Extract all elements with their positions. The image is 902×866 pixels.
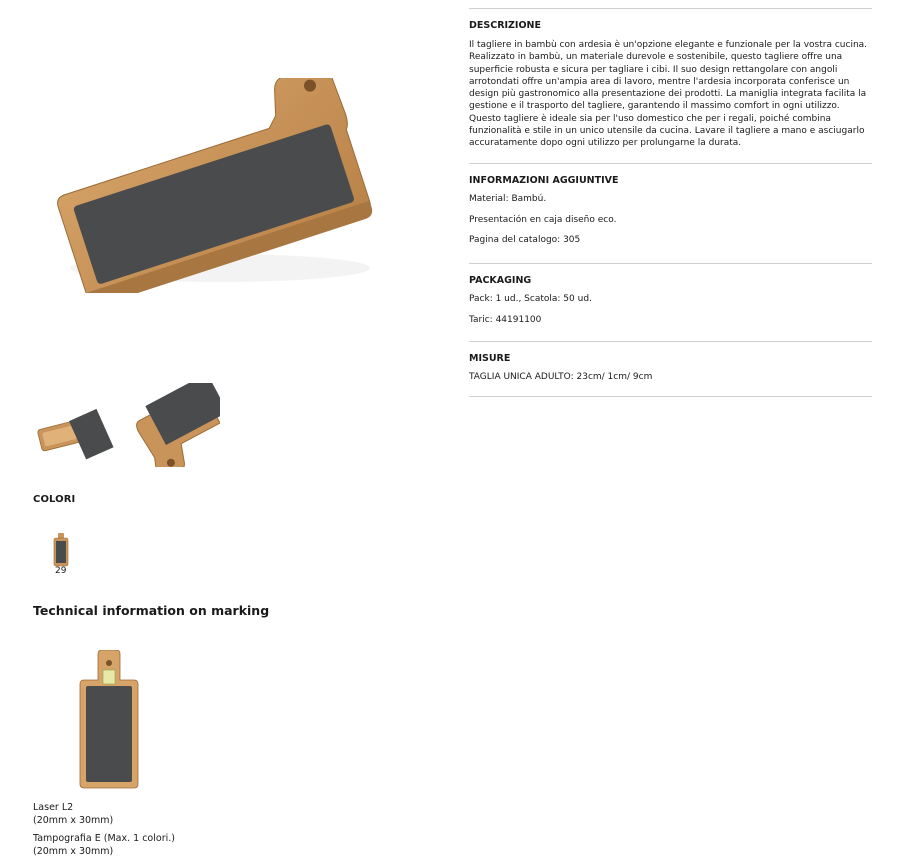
colors-title: COLORI [33,494,76,505]
marking-laser [33,801,113,827]
marking-size: (20mm x 30mm) [33,815,114,826]
marking-name: Laser L2 [33,802,74,813]
description-section [469,8,872,163]
presentation-info: Presentación en caja diseño eco. [469,214,617,225]
thumbnail-board-closeup[interactable] [136,383,220,467]
technical-info-title: Technical information on marking [33,603,270,618]
description-title: DESCRIZIONE [469,20,541,31]
material-info: Material: Bambú. [469,194,547,204]
product-details [469,8,872,397]
additional-info-section [469,163,872,263]
color-code: 29 [55,566,67,576]
marking-name: Tampografia E (Max. 1 colori.) [33,833,175,844]
sizes-section [469,341,872,397]
description-text: Il tagliere in bambù con ardesia è un'opzione elegante e funzionale per la vostra cucina. Realizzato in bambù, un materiale durevole e sostenibile, questo tagliere offre una superficie robusta e sicura per tagliare i cibi. Il suo design rettangolare con angoli arrotondati offre un'ampia area di lavoro, mentre l'ardesia incorporata conferisce un design più gastronomico alla presentazione dei prodotti. La maniglia integrata facilita la gestione e il trasporto del tagliere, garantendo il massimo comfort in ogni utilizzo. Questo tagliere è ideale sia per l'uso domestico che per i regali, poiché combina funzionalità e stile in un unico utensile da cucina. Lavare il tagliere a mano e asciugarlo accuratamente dopo ogni utilizzo per prolungarne la durata. [469,40,868,149]
packaging-section [469,263,872,341]
taric-info: Taric: 44191100 [469,314,542,325]
additional-info-title: INFORMAZIONI AGGIUNTIVE [469,175,619,186]
catalog-page-info: Pagina del catalogo: 305 [469,235,581,245]
sizes-title: MISURE [469,353,511,364]
thumbnail-board-angled[interactable] [33,383,117,467]
packaging-title: PACKAGING [469,275,532,286]
marking-area-board [78,650,140,790]
marking-pad-print [33,832,175,858]
color-swatch-board[interactable] [50,532,72,568]
product-main-image[interactable] [40,78,390,293]
size-info: TAGLIA UNICA ADULTO: 23cm/ 1cm/ 9cm [469,372,653,382]
pack-info: Pack: 1 ud., Scatola: 50 ud. [469,294,592,304]
marking-size: (20mm x 30mm) [33,846,114,857]
